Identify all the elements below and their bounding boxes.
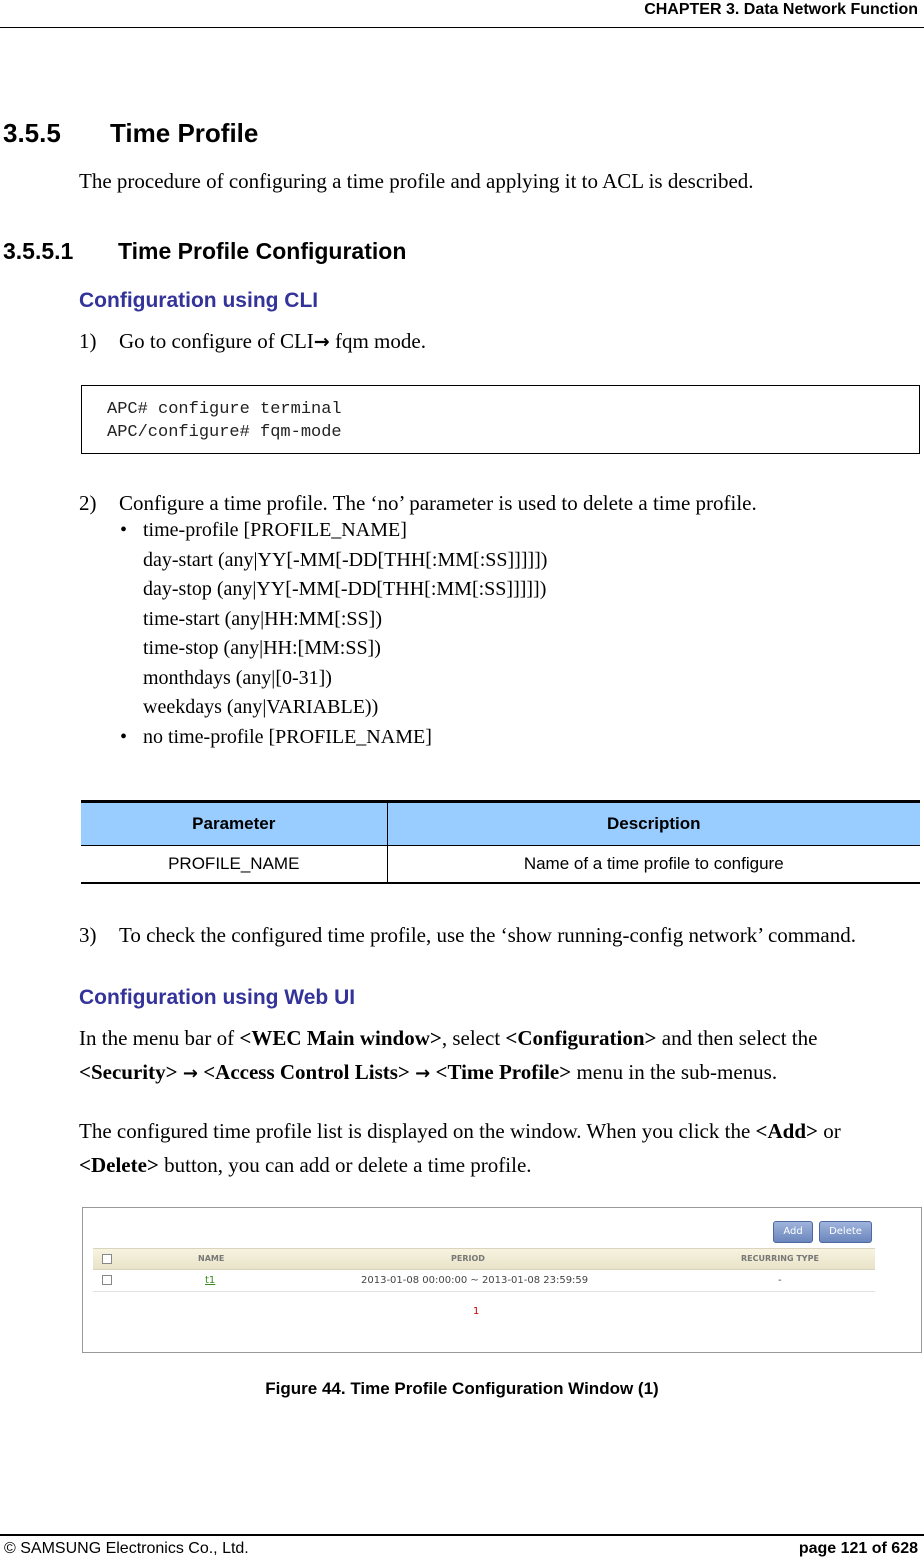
chapter-header: CHAPTER 3. Data Network Function <box>644 1 918 18</box>
step-text: Go to configure of CLI <box>119 329 314 353</box>
footer-copyright: © SAMSUNG Electronics Co., Ltd. <box>4 1540 249 1557</box>
menu-ref: <Time Profile> <box>435 1060 572 1084</box>
step-text: To check the configured time profile, use the ‘show running-config network’ command. <box>119 923 856 947</box>
profile-period: 2013-01-08 00:00:00 ~ 2013-01-08 23:59:59 <box>361 1275 589 1286</box>
webui-paragraph-2: The configured time profile list is displayed on the window. When you click the <Add> or <Delete> button, you can add or delete a time profile. <box>79 1119 841 1177</box>
syntax-arg: monthdays (any|[0-31]) <box>143 666 332 689</box>
bullet-icon: • <box>120 725 128 748</box>
arrow-icon: → <box>182 1063 198 1084</box>
menu-ref: <Security> <box>79 1060 178 1084</box>
delete-button[interactable]: Delete <box>819 1221 872 1243</box>
step-number: 1) <box>79 329 97 353</box>
grid-header-row <box>93 1248 875 1270</box>
syntax-line: • time-profile [PROFILE_NAME] <box>120 516 547 546</box>
arrow-icon: → <box>415 1063 431 1084</box>
syntax-arg: day-stop (any|YY[-MM[-DD[THH[:MM[:SS]]]]]) <box>143 578 547 600</box>
table-header-row <box>81 802 920 846</box>
table-row <box>93 1270 875 1292</box>
select-all-checkbox[interactable] <box>102 1254 112 1264</box>
step-number: 3) <box>79 923 97 947</box>
step-number: 2) <box>79 491 97 515</box>
table-header-cell: Description <box>387 802 920 846</box>
syntax-arg: weekdays (any|VARIABLE)) <box>143 696 379 718</box>
step-text: Configure a time profile. The ‘no’ parameter is used to delete a time profile. <box>119 491 757 515</box>
arrow-icon: → <box>313 331 330 353</box>
subsection-heading <box>3 238 406 265</box>
subsection-title: Time Profile Configuration <box>118 238 407 264</box>
column-header-recurring-type[interactable]: RECURRING TYPE <box>741 1254 819 1263</box>
code-line: APC# configure terminal <box>107 400 342 419</box>
bullet-icon: • <box>120 519 128 541</box>
syntax-arg: time-stop (any|HH:[MM:SS]) <box>143 637 381 659</box>
profile-recurring-type: - <box>778 1275 782 1286</box>
column-header-period[interactable]: PERIOD <box>451 1254 485 1263</box>
button-ref: <Delete> <box>79 1153 159 1177</box>
cli-step-3 <box>79 919 856 951</box>
cli-step-1 <box>79 325 426 358</box>
table-header-cell: Parameter <box>81 802 387 846</box>
webui-paragraph-1: In the menu bar of <WEC Main window>, select <Configuration> and then select the <Security> → <Access Control Lists> → <Time Profile> menu in the sub-menus. <box>79 1026 818 1084</box>
section-heading <box>3 118 258 149</box>
menu-ref: <Configuration> <box>505 1026 657 1050</box>
syntax-arg: day-start (any|YY[-MM[-DD[THH[:MM[:SS]]]]]) <box>143 548 548 571</box>
time-profile-grid <box>93 1248 875 1292</box>
table-cell: PROFILE_NAME <box>81 846 387 883</box>
section-title: Time Profile <box>110 118 259 148</box>
subsection-number: 3.5.5.1 <box>3 238 74 264</box>
button-ref: <Add> <box>755 1119 818 1143</box>
add-button[interactable]: Add <box>773 1221 813 1243</box>
header-divider <box>0 27 924 28</box>
cli-step-2 <box>79 487 757 519</box>
section-number: 3.5.5 <box>3 118 61 148</box>
table-cell: Name of a time profile to configure <box>387 846 920 883</box>
footer-page-number: page 121 of 628 <box>798 1540 918 1557</box>
menu-ref: <Access Control Lists> <box>203 1060 410 1084</box>
row-checkbox[interactable] <box>102 1275 112 1285</box>
table-row <box>81 846 920 883</box>
syntax-line: • no time-profile [PROFILE_NAME] <box>120 723 547 753</box>
footer-divider <box>0 1534 924 1536</box>
profile-name-link[interactable]: t1 <box>205 1275 216 1286</box>
command-syntax <box>120 516 547 752</box>
syntax-arg: time-start (any|HH:MM[:SS]) <box>143 607 382 630</box>
pagination-page-1[interactable]: 1 <box>473 1306 480 1317</box>
figure-caption: Figure 44. Time Profile Configuration Window (1) <box>265 1379 659 1398</box>
column-header-name[interactable]: NAME <box>198 1254 225 1263</box>
cli-heading: Configuration using CLI <box>79 289 319 312</box>
step-text-tail: fqm mode. <box>329 329 426 353</box>
time-profile-window-screenshot <box>82 1207 922 1353</box>
cli-code-block <box>81 385 920 454</box>
parameter-table <box>81 800 920 884</box>
webui-heading: Configuration using Web UI <box>79 986 356 1009</box>
menu-ref: <WEC Main window> <box>239 1026 442 1050</box>
section-intro: The procedure of configuring a time profile and applying it to ACL is described. <box>79 169 754 193</box>
code-line: APC/configure# fqm-mode <box>107 423 342 442</box>
